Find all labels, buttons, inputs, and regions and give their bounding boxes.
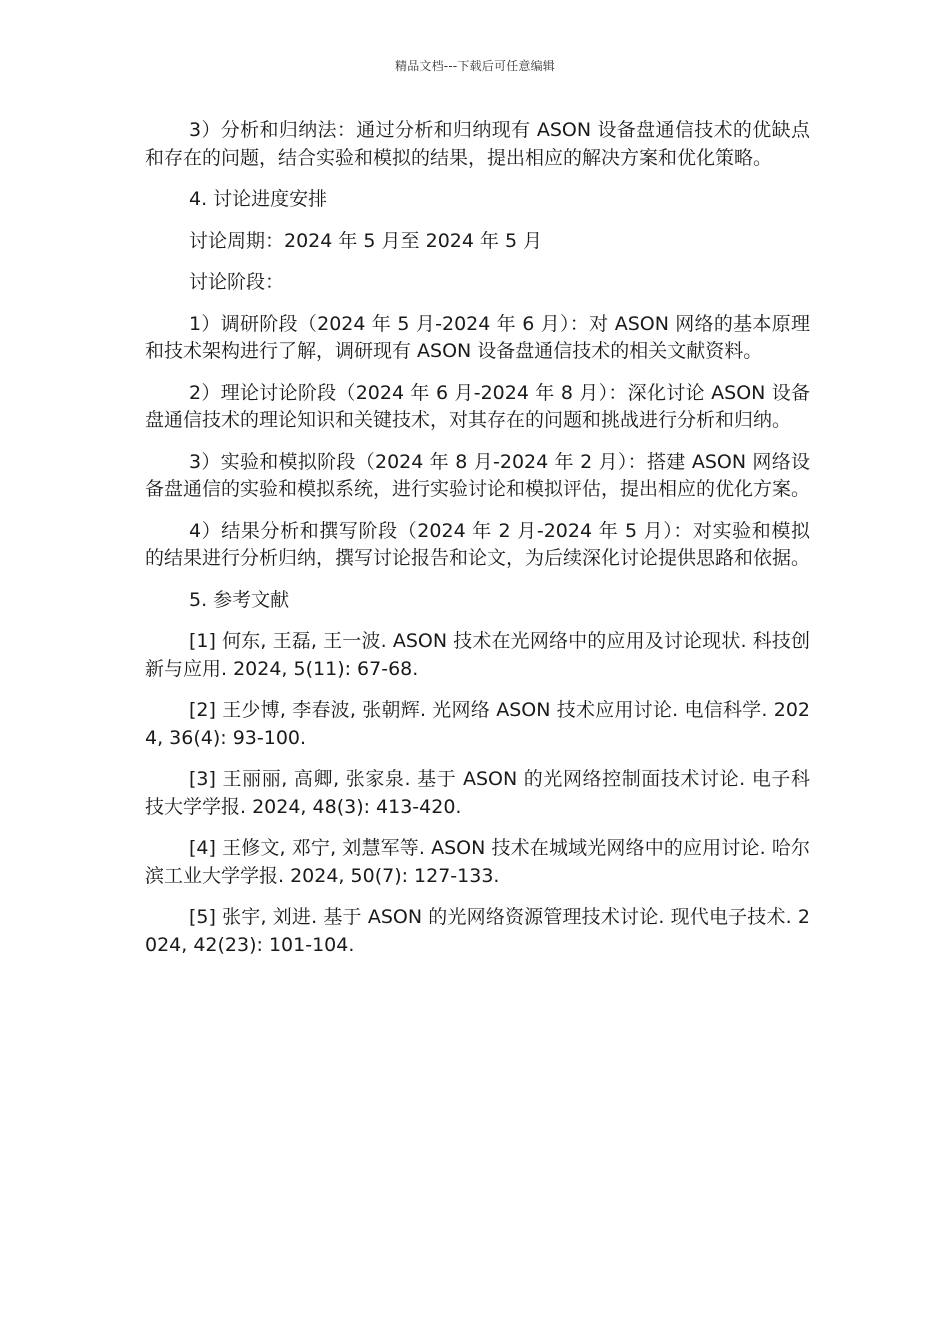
section-heading-schedule: 4. 讨论进度安排 xyxy=(189,188,328,210)
stage-1-paragraph: 1）调研阶段（2024 年 5 月-2024 年 6 月）：对 ASON 网络的基本原理和技术架构进行了解，调研现有 ASON 设备盘通信技术的相关文献资料。 xyxy=(145,312,810,362)
page-header: 精品文档---下载后可任意编辑 xyxy=(395,59,555,73)
reference-item: [2] 王少博, 李春波, 张朝辉. 光网络 ASON 技术应用讨论. 电信科学. 2024, 36(4): 93-100. xyxy=(145,699,810,749)
section-heading-references: 5. 参考文献 xyxy=(189,588,290,611)
reference-item: [5] 张宇, 刘进. 基于 ASON 的光网络资源管理技术讨论. 现代电子技术. 2024, 42(23): 101-104. xyxy=(145,906,810,956)
method-paragraph: 3）分析和归纳法：通过分析和归纳现有 ASON 设备盘通信技术的优缺点和存在的问题，结合实验和模拟的结果，提出相应的解决方案和优化策略。 xyxy=(145,119,810,169)
reference-item: [3] 王丽丽, 高卿, 张家泉. 基于 ASON 的光网络控制面技术讨论. 电子科技大学学报. 2024, 48(3): 413-420. xyxy=(145,768,810,818)
research-period: 讨论周期：2024 年 5 月至 2024 年 5 月 xyxy=(189,229,543,252)
research-stages-label: 讨论阶段： xyxy=(189,271,285,293)
stage-2-paragraph: 2）理论讨论阶段（2024 年 6 月-2024 年 8 月）：深化讨论 ASON 设备盘通信技术的理论知识和关键技术，对其存在的问题和挑战进行分析和归纳。 xyxy=(145,381,810,431)
reference-item: [4] 王修文, 邓宁, 刘慧军等. ASON 技术在城域光网络中的应用讨论. 哈尔滨工业大学学报. 2024, 50(7): 127-133. xyxy=(145,837,810,887)
reference-item: [1] 何东, 王磊, 王一波. ASON 技术在光网络中的应用及讨论现状. 科技创新与应用. 2024, 5(11): 67-68. xyxy=(145,630,810,680)
stage-4-paragraph: 4）结果分析和撰写阶段（2024 年 2 月-2024 年 5 月）：对实验和模拟的结果进行分析归纳，撰写讨论报告和论文，为后续深化讨论提供思路和依据。 xyxy=(145,519,811,569)
stage-3-paragraph: 3）实验和模拟阶段（2024 年 8 月-2024 年 2 月）：搭建 ASON 网络设备盘通信的实验和模拟系统，进行实验讨论和模拟评估，提出相应的优化方案。 xyxy=(145,450,811,500)
document-body xyxy=(145,117,810,973)
